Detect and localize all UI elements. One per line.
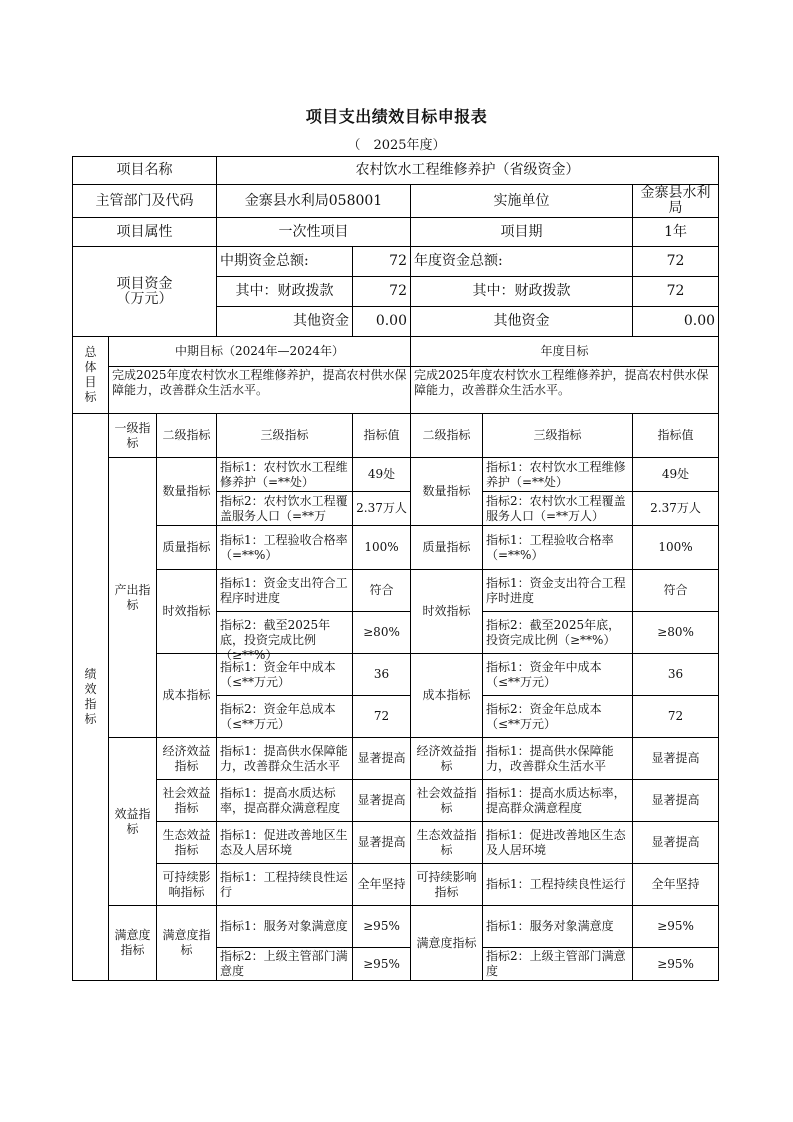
- mid-total-label: 中期资金总额:: [217, 247, 353, 277]
- sustainable-indicator-year: 可持续影响指标: [411, 864, 483, 906]
- indicator-text: 指标1：农村饮水工程维修养护（=**处）: [217, 458, 353, 492]
- indicator-value: 显著提高: [353, 738, 411, 780]
- indicator-value: 72: [633, 696, 719, 738]
- attr-label: 项目属性: [73, 218, 217, 247]
- indicator-text-clip: 指标1：提高供水保障能力，改善群众生活水平: [220, 743, 348, 773]
- mid-goal-header: 中期目标（2024年—2024年）: [109, 337, 411, 367]
- cost-indicator-year: 成本指标: [411, 654, 483, 738]
- social-indicator-year: 社会效益指标: [411, 780, 483, 822]
- indicator-value: ≥95%: [353, 948, 411, 981]
- quantity-indicator-mid: 数量指标: [157, 458, 217, 526]
- header-level1: 一级指标: [109, 414, 157, 458]
- header-level3-year: 三级指标: [483, 414, 633, 458]
- dept-value: 金寨县水利局058001: [217, 185, 411, 218]
- indicator-text: 指标2：上级主管部门满意度: [217, 948, 353, 981]
- indicator-value: 36: [353, 654, 411, 696]
- indicator-text: 指标1：农村饮水工程维修养护（=**处）: [483, 458, 633, 492]
- economic-indicator-mid: 经济效益指标: [157, 738, 217, 780]
- indicator-text: [217, 738, 353, 780]
- indicator-value: 显著提高: [633, 738, 719, 780]
- social-indicator-mid: 社会效益指标: [157, 780, 217, 822]
- impl-value: 金寨县水利局: [633, 185, 719, 218]
- page-title: 项目支出绩效目标申报表: [305, 107, 488, 126]
- indicator-text: 指标1：促进改善地区生态及人居环境: [217, 822, 353, 864]
- mid-other-label: 其他资金: [217, 307, 353, 337]
- indicator-value: ≥95%: [353, 906, 411, 948]
- indicator-text: 指标1：工程持续良性运行: [483, 864, 633, 906]
- year-fiscal-label: 其中：财政拨款: [411, 277, 633, 307]
- mid-fiscal-label: 其中：财政拨款: [217, 277, 353, 307]
- indicator-value: 36: [633, 654, 719, 696]
- indicator-value: 2.37万人: [633, 492, 719, 526]
- header-level2-mid: 二级指标: [157, 414, 217, 458]
- mid-goal-text: 完成2025年度农村饮水工程维修养护，提高农村供水保障能力，改善群众生活水平。: [109, 367, 411, 414]
- indicator-value: 100%: [353, 526, 411, 570]
- year-goal-text: 完成2025年度农村饮水工程维修养护，提高农村供水保障能力，改善群众生活水平。: [411, 367, 719, 414]
- timeliness-indicator-mid: 时效指标: [157, 570, 217, 654]
- indicator-text: 指标1：工程验收合格率（=**%）: [483, 526, 633, 570]
- indicator-text: 指标2：资金年总成本（≤**万元）: [217, 696, 353, 738]
- performance-indicator-label: 绩 效 指 标: [73, 414, 109, 981]
- indicator-text: 指标2：上级主管部门满意度: [483, 948, 633, 981]
- indicator-text: 指标2：截至2025年底，投资完成比例（≥**%）: [483, 612, 633, 654]
- mid-other-value: 0.00: [353, 307, 411, 337]
- mid-fiscal-value: 72: [353, 277, 411, 307]
- header-value-mid: 指标值: [353, 414, 411, 458]
- economic-indicator-year: 经济效益指标: [411, 738, 483, 780]
- satisfaction-indicator-mid: 满意度指标: [157, 906, 217, 981]
- indicator-text: 指标1：服务对象满意度: [217, 906, 353, 948]
- header-level2-year: 二级指标: [411, 414, 483, 458]
- project-name-label: 项目名称: [73, 157, 217, 185]
- indicator-text: 指标1：资金支出符合工程序时进度: [217, 570, 353, 612]
- indicator-value: 72: [353, 696, 411, 738]
- indicator-value: 显著提高: [353, 780, 411, 822]
- performance-target-table: [72, 156, 719, 981]
- indicator-text: 指标1：工程持续良性运行: [217, 864, 353, 906]
- sustainable-indicator-mid: 可持续影响指标: [157, 864, 217, 906]
- header-level3-mid: 三级指标: [217, 414, 353, 458]
- dept-label: 主管部门及代码: [73, 185, 217, 218]
- output-indicator: 产出指标: [109, 458, 157, 738]
- funds-label: 项目资金 （万元）: [73, 247, 217, 337]
- year-other-value: 0.00: [633, 307, 719, 337]
- indicator-value: ≥95%: [633, 906, 719, 948]
- year-total-label: 年度资金总额:: [411, 247, 633, 277]
- year-total-value: 72: [633, 247, 719, 277]
- indicator-text-clip: 指标1：提高水质达标率，提高群众满意程度: [220, 785, 341, 815]
- mid-total-value: 72: [353, 247, 411, 277]
- indicator-text: 指标1：提高水质达标率，提高群众满意程度: [483, 780, 633, 822]
- quality-indicator-mid: 质量指标: [157, 526, 217, 570]
- indicator-value: 全年坚持: [633, 864, 719, 906]
- indicator-value: 2.37万人: [353, 492, 411, 526]
- indicator-value: 显著提高: [633, 780, 719, 822]
- indicator-text: 指标1：资金年中成本（≤**万元）: [217, 654, 353, 696]
- indicator-text: 指标1：资金年中成本（≤**万元）: [483, 654, 633, 696]
- quality-indicator-year: 质量指标: [411, 526, 483, 570]
- indicator-value: 100%: [633, 526, 719, 570]
- period-value: 1年: [633, 218, 719, 247]
- ecological-indicator-mid: 生态效益指标: [157, 822, 217, 864]
- indicator-value: ≥80%: [633, 612, 719, 654]
- indicator-value: 全年坚持: [353, 864, 411, 906]
- indicator-value: 49处: [633, 458, 719, 492]
- indicator-text-clip: 指标2：截至2025年底，投资完成比例（≥**%）: [220, 617, 331, 662]
- year-other-label: 其他资金: [411, 307, 633, 337]
- indicator-value: ≥80%: [353, 612, 411, 654]
- indicator-text: 指标1：提高供水保障能力，改善群众生活水平: [483, 738, 633, 780]
- timeliness-indicator-year: 时效指标: [411, 570, 483, 654]
- header-value-year: 指标值: [633, 414, 719, 458]
- period-label: 项目期: [411, 218, 633, 247]
- indicator-value: 显著提高: [633, 822, 719, 864]
- indicator-value: 49处: [353, 458, 411, 492]
- satisfaction-indicator: 满意度指标: [109, 906, 157, 981]
- year-goal-header: 年度目标: [411, 337, 719, 367]
- indicator-text: 指标1：服务对象满意度: [483, 906, 633, 948]
- year-fiscal-value: 72: [633, 277, 719, 307]
- indicator-value: 显著提高: [353, 822, 411, 864]
- ecological-indicator-year: 生态效益指标: [411, 822, 483, 864]
- indicator-value: 符合: [353, 570, 411, 612]
- indicator-text: 指标2：农村饮水工程覆盖服务人口（=**万: [217, 492, 353, 526]
- project-name-value: 农村饮水工程维修养护（省级资金）: [217, 157, 719, 185]
- cost-indicator-mid: 成本指标: [157, 654, 217, 738]
- indicator-text: 指标2：资金年总成本（≤**万元）: [483, 696, 633, 738]
- indicator-text: 指标1：资金支出符合工程序时进度: [483, 570, 633, 612]
- quantity-indicator-year: 数量指标: [411, 458, 483, 526]
- benefit-indicator: 效益指标: [109, 738, 157, 906]
- indicator-text: [217, 780, 353, 822]
- overall-goal-label: 总 体 目 标: [73, 337, 109, 414]
- year-label: （ 2025年度）: [347, 138, 446, 153]
- satisfaction-indicator-year: 满意度指标: [411, 906, 483, 981]
- impl-label: 实施单位: [411, 185, 633, 218]
- indicator-text: 指标1：促进改善地区生态及人居环境: [483, 822, 633, 864]
- indicator-text: [217, 612, 353, 662]
- indicator-text: 指标2：农村饮水工程覆盖服务人口（=**万人）: [483, 492, 633, 526]
- indicator-value: 符合: [633, 570, 719, 612]
- attr-value: 一次性项目: [217, 218, 411, 247]
- indicator-value: ≥95%: [633, 948, 719, 981]
- indicator-text: 指标1：工程验收合格率（=**%）: [217, 526, 353, 570]
